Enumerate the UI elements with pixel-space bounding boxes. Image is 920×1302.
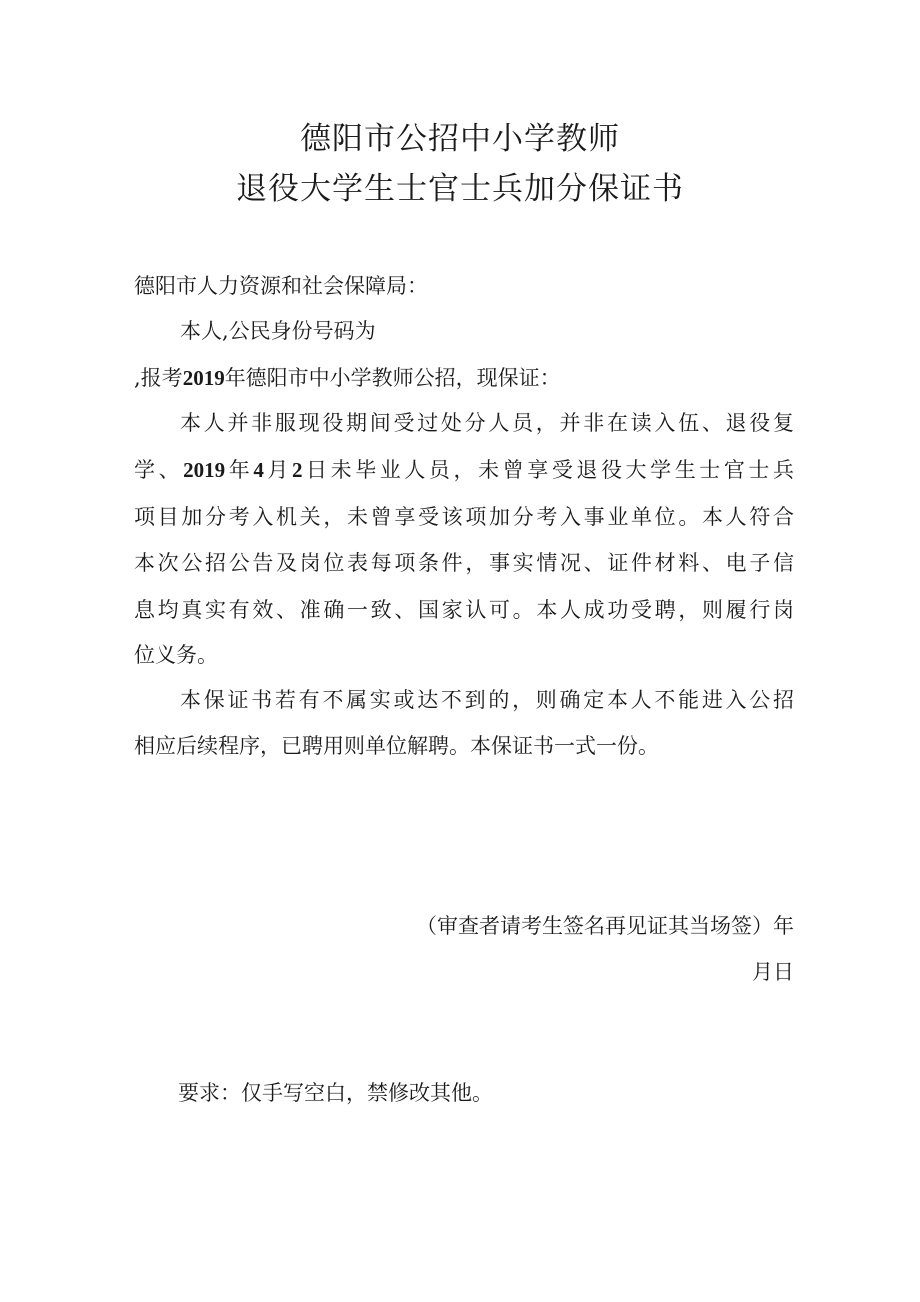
body-paragraph-1-line: 本人并非服现役期间受过处分人员，并非在读入伍、退役复 [180, 411, 794, 435]
body-paragraph-2-line: 本保证书若有不属实或达不到的，则确定本人不能进入公招 [180, 688, 794, 712]
body-paragraph-2-line: 相应后续程序，已聘用则单位解聘。本保证书一式一份。 [134, 734, 659, 758]
body-paragraph-1-line: 息均真实有效、准确一致、国家认可。本人成功受聘，则履行岗 [134, 598, 794, 622]
intro-line-1: 本人,公民身份号码为 [180, 319, 376, 343]
document-title-line-2: 退役大学生士官士兵加分保证书 [236, 171, 684, 207]
body-paragraph-1-line: 本次公招公告及岗位表每项条件，事实情况、证件材料、电子信 [134, 551, 794, 575]
body-paragraph-1-line: 学、2019年4月2日未毕业人员，未曾享受退役大学生士官士兵 [134, 458, 795, 482]
addressee: 德阳市人力资源和社会保障局： [134, 274, 428, 298]
date-line: 月日 [752, 960, 794, 984]
intro-line-2: ,报考2019年德阳市中小学教师公招，现保证： [134, 366, 561, 390]
document-title-line-1: 德阳市公招中小学教师 [300, 121, 620, 157]
body-paragraph-1-line: 项目加分考入机关，未曾享受该项加分考入事业单位。本人符合 [134, 505, 794, 529]
body-paragraph-1-line: 位义务。 [134, 643, 218, 667]
requirement-note: 要求：仅手写空白，禁修改其他。 [178, 1081, 493, 1105]
signature-line: （审查者请考生签名再见证其当场签）年 [416, 914, 794, 938]
